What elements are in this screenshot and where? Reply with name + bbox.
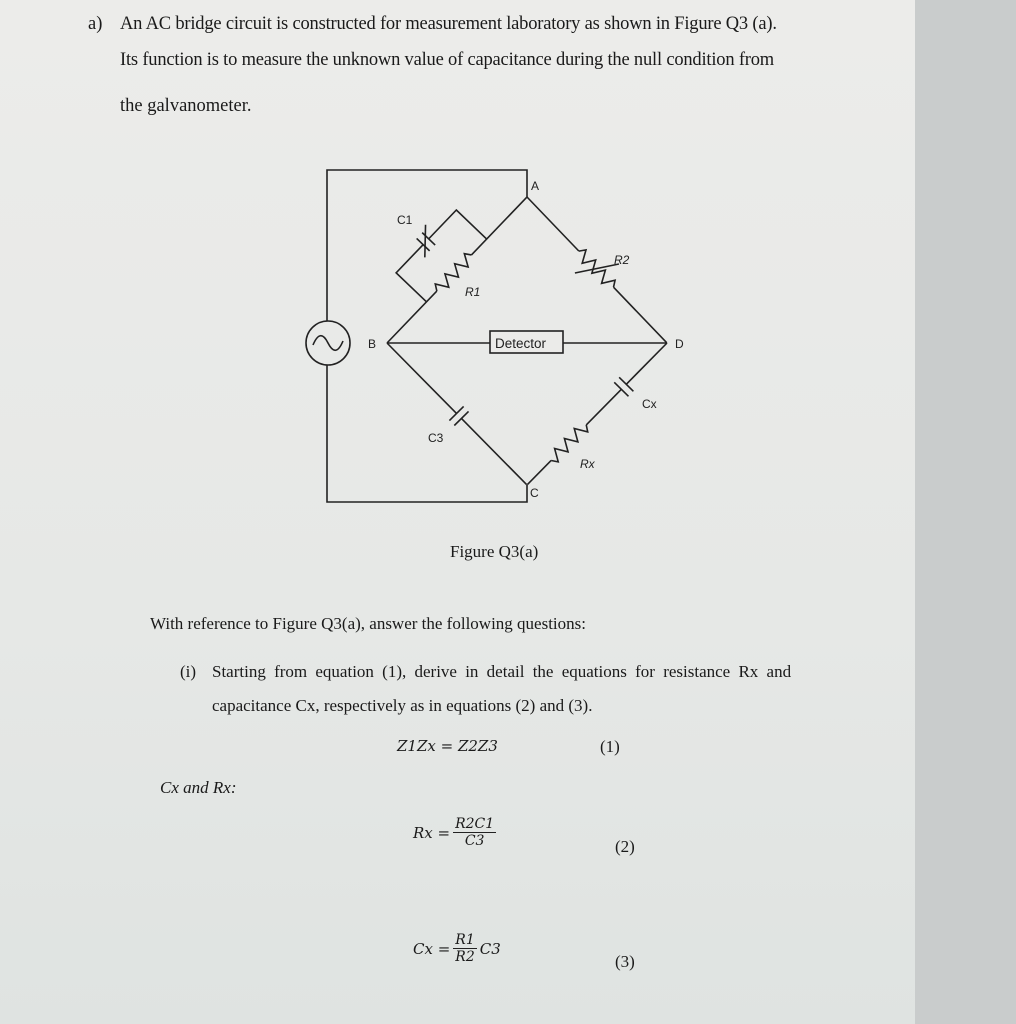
wire-outer-bottom [327, 365, 527, 502]
question-line-2: Its function is to measure the unknown value of capacitance during the null condition from [120, 50, 774, 70]
equation-3-lhs: Cx = [413, 939, 451, 958]
equation-2-denominator: C3 [464, 833, 485, 849]
part-i-line-1: Starting from equation (1), derive in detail the equations for resistance Rx and [212, 662, 792, 681]
equation-3-tail: C3 [479, 939, 501, 958]
r1-label: R1 [465, 285, 481, 299]
r2-label: R2 [614, 253, 630, 267]
equation-1-number: (1) [600, 737, 620, 756]
branch-b-c [380, 336, 534, 492]
node-c-label: C [530, 486, 539, 500]
figure-caption: Figure Q3(a) [450, 542, 539, 561]
branch-b-a [348, 160, 531, 347]
branch-d-c [520, 336, 674, 492]
c1-label: C1 [397, 213, 413, 227]
question-line-3: the galvanometer. [120, 96, 252, 116]
node-b-label: B [368, 337, 377, 351]
part-i-line-2: capacitance Cx, respectively as in equations (2) and (3). [212, 696, 593, 715]
detector-label: Detector [495, 336, 547, 351]
node-d-label: D [675, 337, 684, 351]
question-line-1: An AC bridge circuit is constructed for measurement laboratory as shown in Figure Q3 (a). [120, 14, 777, 34]
equation-3-denominator: R2 [455, 949, 475, 965]
cx-label: Cx [642, 397, 657, 411]
equation-3 [413, 932, 501, 965]
wire-outer-top [327, 170, 527, 321]
ac-source-icon [306, 321, 350, 365]
instructions: With reference to Figure Q3(a), answer the following questions: [150, 614, 586, 633]
part-i-label: (i) [180, 662, 197, 681]
equation-2-lhs: Rx = [413, 823, 451, 842]
rx-label: Rx [580, 457, 595, 471]
equation-1: Z1Zx = Z2Z3 [397, 737, 498, 755]
given-label: Cx and Rx: [160, 778, 237, 797]
equation-3-numerator: R1 [455, 932, 475, 948]
equation-3-number: (3) [615, 952, 635, 971]
node-a-label: A [531, 179, 540, 193]
equation-2-number: (2) [615, 837, 635, 856]
equation-2-numerator: R2C1 [455, 816, 495, 832]
branch-a-d [514, 183, 681, 355]
equation-2 [413, 816, 496, 849]
question-label: a) [88, 14, 103, 34]
c3-label: C3 [428, 431, 444, 445]
